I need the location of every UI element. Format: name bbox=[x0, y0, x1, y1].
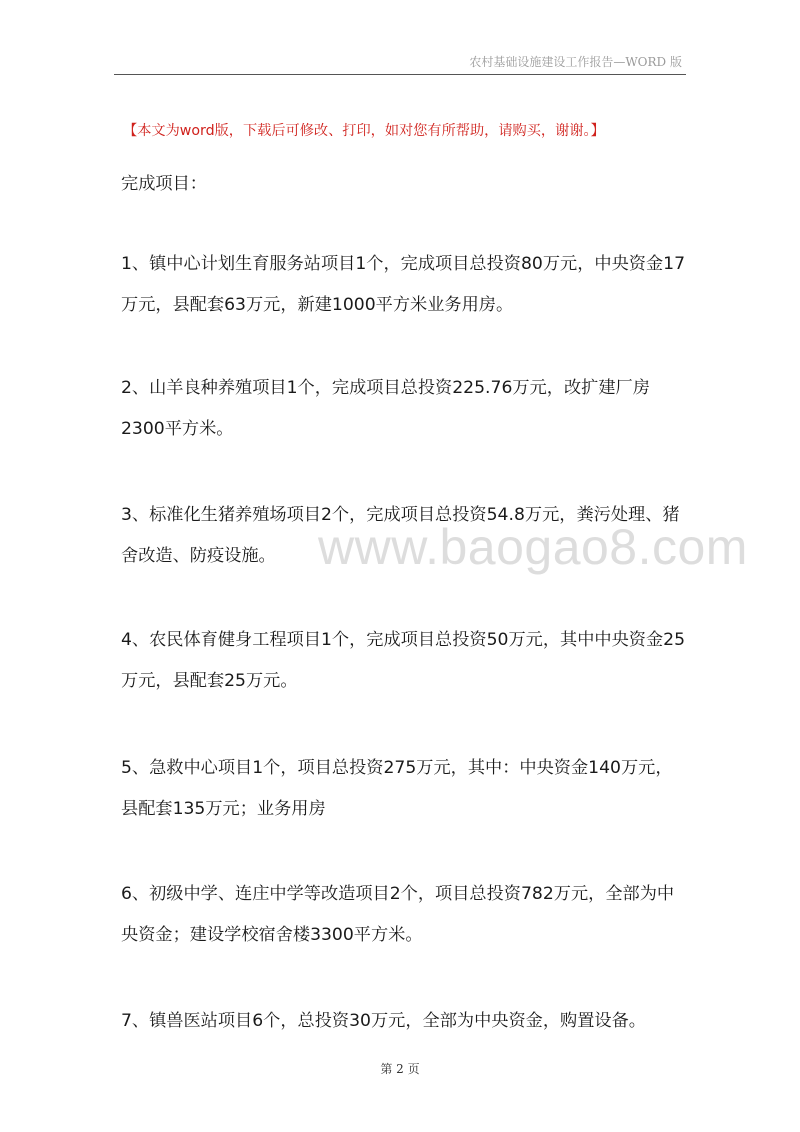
list-item-4: 4、农民体育健身工程项目1个，完成项目总投资50万元，其中中央资金25万元，县配套25万元。 bbox=[121, 630, 686, 691]
list-item-3: 3、标准化生猪养殖场项目2个，完成项目总投资54.8万元，粪污处理、猪舍改造、防疫设施。 bbox=[121, 505, 680, 566]
section-heading: 完成项目： bbox=[121, 174, 207, 194]
list-item-2: 2、山羊良种养殖项目1个，完成项目总投资225.76万元，改扩建厂房2300平方米。 bbox=[121, 378, 650, 439]
header-divider bbox=[114, 74, 686, 75]
page-number: 第 2 页 bbox=[380, 1062, 420, 1076]
purchase-notice: 【本文为word版，下载后可修改、打印，如对您有所帮助，请购买，谢谢。】 bbox=[123, 123, 605, 139]
list-item-6: 6、初级中学、连庄中学等改造项目2个，项目总投资782万元，全部为中央资金；建设学校宿舍楼3300平方米。 bbox=[121, 884, 675, 945]
list-item-7: 7、镇兽医站项目6个，总投资30万元，全部为中央资金，购置设备。 bbox=[121, 1011, 646, 1031]
watermark: www.baogao8.com bbox=[318, 519, 748, 575]
list-item-5: 5、急救中心项目1个，项目总投资275万元，其中：中央资金140万元，县配套135万元；业务用房 bbox=[121, 758, 673, 819]
header-title: 农村基础设施建设工作报告—WORD 版 bbox=[469, 55, 682, 69]
list-item-1: 1、镇中心计划生育服务站项目1个，完成项目总投资80万元，中央资金17万元，县配套63万元，新建1000平方米业务用房。 bbox=[121, 254, 686, 315]
